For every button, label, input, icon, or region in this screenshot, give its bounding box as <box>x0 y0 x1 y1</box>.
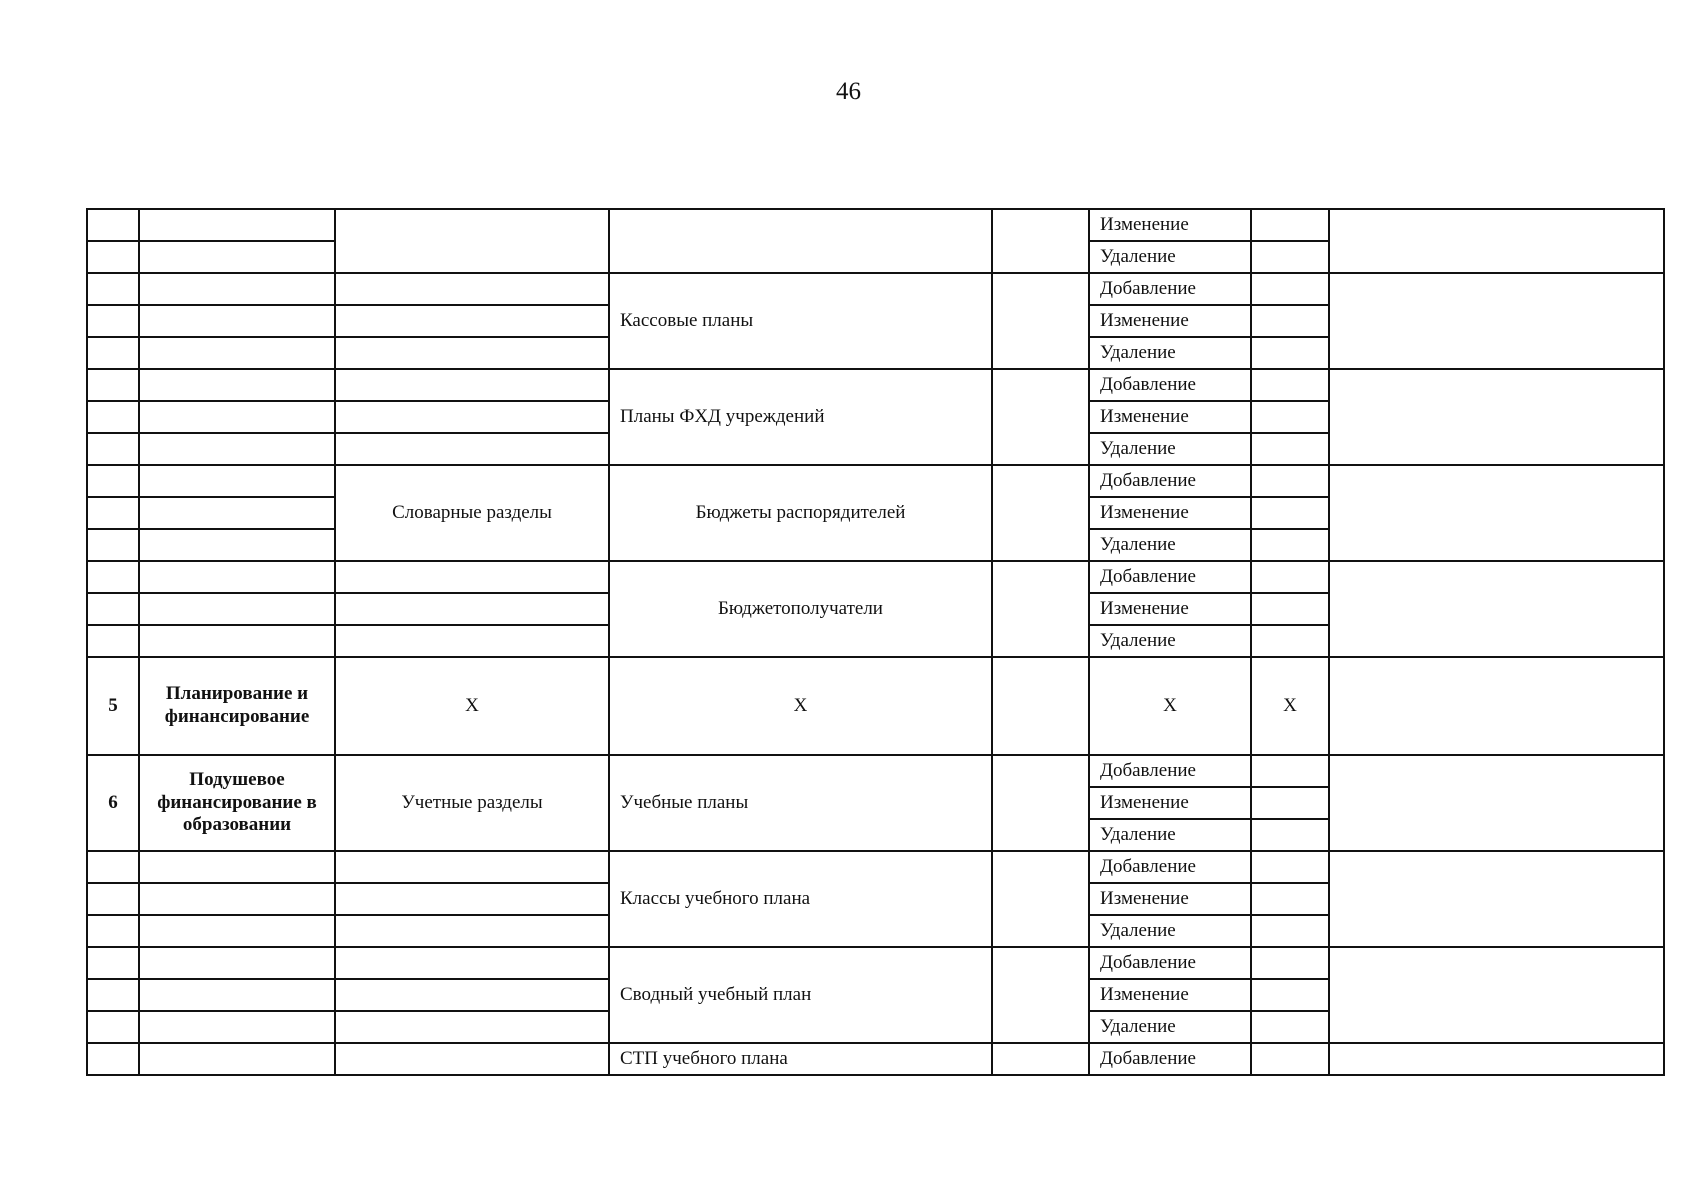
cell-subsection: Планы ФХД учреждений <box>609 369 992 465</box>
table-row <box>87 947 1664 979</box>
cell-mark <box>1251 947 1329 979</box>
cell-operation: Изменение <box>1089 401 1251 433</box>
cell-number <box>87 979 139 1011</box>
cell-section <box>335 433 609 465</box>
cell-operation: Удаление <box>1089 1011 1251 1043</box>
cell-name <box>139 529 335 561</box>
cell-empty <box>992 947 1089 1043</box>
cell-operation: Изменение <box>1089 787 1251 819</box>
cell-operation: Добавление <box>1089 851 1251 883</box>
cell-note <box>1329 369 1664 465</box>
cell-number: 6 <box>87 755 139 851</box>
cell-empty <box>992 755 1089 851</box>
table-row <box>87 209 1664 241</box>
cell-operation: Добавление <box>1089 465 1251 497</box>
cell-name <box>139 273 335 305</box>
cell-section <box>335 305 609 337</box>
cell-note <box>1329 273 1664 369</box>
cell-mark <box>1251 979 1329 1011</box>
cell-subsection: Кассовые планы <box>609 273 992 369</box>
table-row <box>87 369 1664 401</box>
cell-subsection: Бюджеты распорядителей <box>609 465 992 561</box>
cell-mark <box>1251 851 1329 883</box>
cell-section <box>335 593 609 625</box>
cell-name <box>139 947 335 979</box>
cell-subsection: Классы учебного плана <box>609 851 992 947</box>
cell-section <box>335 851 609 883</box>
document-table <box>86 208 1665 1076</box>
cell-name: Подушевое финансирование в образовании <box>139 755 335 851</box>
cell-mark <box>1251 625 1329 657</box>
cell-number <box>87 369 139 401</box>
cell-operation: Добавление <box>1089 947 1251 979</box>
cell-section <box>335 369 609 401</box>
cell-operation: Удаление <box>1089 337 1251 369</box>
table-row-section-6 <box>87 755 1664 787</box>
cell-number <box>87 529 139 561</box>
cell-number <box>87 465 139 497</box>
cell-operation: Добавление <box>1089 369 1251 401</box>
table-row <box>87 273 1664 305</box>
cell-section: Словарные разделы <box>335 465 609 561</box>
cell-section <box>335 883 609 915</box>
cell-number <box>87 209 139 241</box>
cell-mark <box>1251 1043 1329 1075</box>
cell-name <box>139 625 335 657</box>
cell-number <box>87 497 139 529</box>
cell-name <box>139 433 335 465</box>
cell-mark <box>1251 209 1329 241</box>
cell-number <box>87 947 139 979</box>
cell-name <box>139 979 335 1011</box>
cell-number <box>87 915 139 947</box>
cell-name <box>139 851 335 883</box>
cell-mark <box>1251 401 1329 433</box>
cell-operation: Удаление <box>1089 433 1251 465</box>
cell-section: X <box>335 657 609 755</box>
cell-mark <box>1251 337 1329 369</box>
cell-name <box>139 593 335 625</box>
cell-operation: Изменение <box>1089 497 1251 529</box>
cell-number <box>87 1011 139 1043</box>
cell-mark: X <box>1251 657 1329 755</box>
cell-empty <box>992 273 1089 369</box>
cell-section <box>335 401 609 433</box>
cell-operation: Удаление <box>1089 915 1251 947</box>
cell-section <box>335 1043 609 1075</box>
cell-mark <box>1251 465 1329 497</box>
cell-operation: Удаление <box>1089 241 1251 273</box>
cell-mark <box>1251 755 1329 787</box>
cell-mark <box>1251 529 1329 561</box>
cell-number <box>87 273 139 305</box>
cell-name <box>139 241 335 273</box>
table-row <box>87 1043 1664 1075</box>
cell-subsection: СТП учебного плана <box>609 1043 992 1075</box>
cell-operation: Добавление <box>1089 755 1251 787</box>
cell-number <box>87 883 139 915</box>
cell-number <box>87 1043 139 1075</box>
cell-number <box>87 401 139 433</box>
cell-empty <box>992 657 1089 755</box>
cell-name <box>139 561 335 593</box>
cell-name: Планирование и финансирование <box>139 657 335 755</box>
cell-section <box>335 915 609 947</box>
cell-name <box>139 337 335 369</box>
table-row-section-5 <box>87 657 1664 755</box>
cell-mark <box>1251 883 1329 915</box>
cell-empty <box>992 465 1089 561</box>
cell-name <box>139 1043 335 1075</box>
cell-note <box>1329 561 1664 657</box>
cell-subsection: Сводный учебный план <box>609 947 992 1043</box>
cell-mark <box>1251 433 1329 465</box>
cell-name <box>139 883 335 915</box>
cell-subsection: Бюджетополучатели <box>609 561 992 657</box>
cell-note <box>1329 1043 1664 1075</box>
cell-operation: Удаление <box>1089 529 1251 561</box>
cell-name <box>139 1011 335 1043</box>
cell-empty <box>992 369 1089 465</box>
cell-note <box>1329 657 1664 755</box>
cell-section <box>335 979 609 1011</box>
cell-name <box>139 305 335 337</box>
cell-mark <box>1251 787 1329 819</box>
cell-operation: Изменение <box>1089 883 1251 915</box>
cell-mark <box>1251 819 1329 851</box>
page-number: 46 <box>836 78 861 105</box>
cell-operation: Добавление <box>1089 273 1251 305</box>
cell-name <box>139 401 335 433</box>
table-row <box>87 851 1664 883</box>
cell-mark <box>1251 593 1329 625</box>
cell-name <box>139 369 335 401</box>
cell-operation: Добавление <box>1089 1043 1251 1075</box>
cell-subsection <box>609 209 992 273</box>
cell-number <box>87 593 139 625</box>
cell-empty <box>992 561 1089 657</box>
cell-empty <box>992 1043 1089 1075</box>
cell-operation: Удаление <box>1089 625 1251 657</box>
cell-number <box>87 305 139 337</box>
cell-operation: X <box>1089 657 1251 755</box>
cell-section <box>335 1011 609 1043</box>
cell-operation: Удаление <box>1089 819 1251 851</box>
cell-name <box>139 497 335 529</box>
cell-subsection: Учебные планы <box>609 755 992 851</box>
table-row <box>87 465 1664 497</box>
cell-operation: Добавление <box>1089 561 1251 593</box>
cell-mark <box>1251 1011 1329 1043</box>
cell-operation: Изменение <box>1089 209 1251 241</box>
cell-mark <box>1251 561 1329 593</box>
cell-mark <box>1251 241 1329 273</box>
cell-number <box>87 433 139 465</box>
cell-operation: Изменение <box>1089 979 1251 1011</box>
cell-note <box>1329 947 1664 1043</box>
cell-note <box>1329 851 1664 947</box>
cell-empty <box>992 851 1089 947</box>
cell-section: Учетные разделы <box>335 755 609 851</box>
cell-name <box>139 465 335 497</box>
cell-section <box>335 625 609 657</box>
cell-section <box>335 209 609 273</box>
cell-mark <box>1251 497 1329 529</box>
cell-note <box>1329 755 1664 851</box>
cell-section <box>335 273 609 305</box>
table-row <box>87 561 1664 593</box>
cell-operation: Изменение <box>1089 305 1251 337</box>
cell-section <box>335 561 609 593</box>
cell-name <box>139 915 335 947</box>
cell-name <box>139 209 335 241</box>
cell-mark <box>1251 273 1329 305</box>
cell-number: 5 <box>87 657 139 755</box>
cell-number <box>87 561 139 593</box>
cell-number <box>87 241 139 273</box>
cell-section <box>335 337 609 369</box>
cell-mark <box>1251 369 1329 401</box>
cell-mark <box>1251 915 1329 947</box>
cell-empty <box>992 209 1089 273</box>
cell-mark <box>1251 305 1329 337</box>
cell-number <box>87 851 139 883</box>
cell-operation: Изменение <box>1089 593 1251 625</box>
cell-subsection: X <box>609 657 992 755</box>
cell-note <box>1329 465 1664 561</box>
cell-number <box>87 625 139 657</box>
cell-number <box>87 337 139 369</box>
cell-section <box>335 947 609 979</box>
cell-note <box>1329 209 1664 273</box>
